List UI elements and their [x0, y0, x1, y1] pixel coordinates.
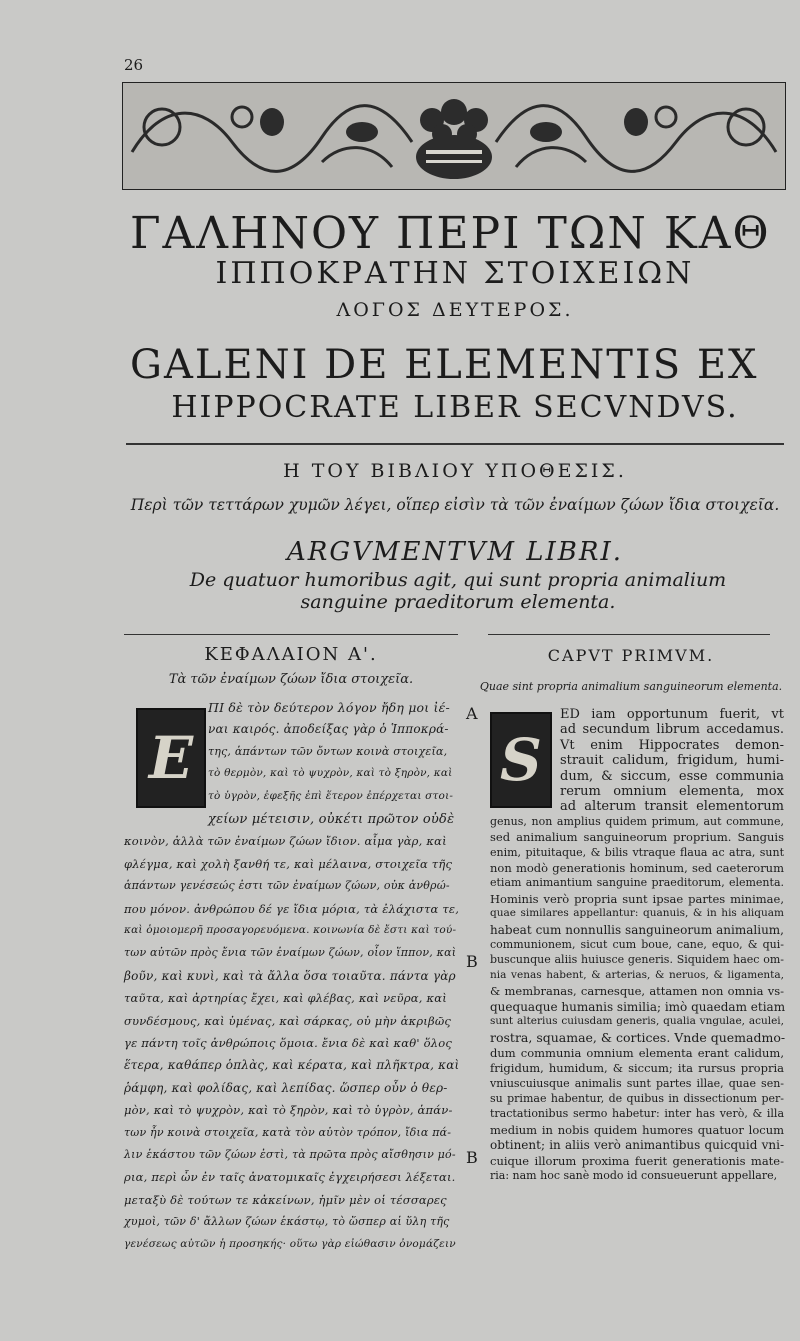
left-text-line: συνδέσμους, καὶ ὑμένας, καὶ σάρκας, οὐ μὴν ἀκριβῶς	[124, 1013, 452, 1028]
right-text-line: Hominis verò propria sunt ipsae partes minimae,	[490, 891, 784, 906]
left-text-line: ἁπάντων γενέσεώς ἐστι τῶν ἐναίμων ζώων, οὐκ ἀνθρώ-	[124, 879, 450, 893]
left-text-line: γε πάντη τοῖς ἀνθρώποις ὅμοια. ἔνια δὲ καὶ καθ' ὅλος	[124, 1036, 452, 1050]
right-text-line: su primae habentur, de quibus in dissectionum per-	[490, 1092, 784, 1105]
left-text-line: χείων μέτεισιν, οὐκέτι πρῶτον οὐδὲ	[208, 812, 455, 827]
argument-greek-text: Περὶ τῶν τεττάρων χυμῶν λέγει, οἵπερ εἰσὶν τὰ τῶν ἐναίμων ζώων ἴδια στοιχεῖα.	[130, 496, 780, 514]
right-text-line: ria: nam hoc sanè modo id consueuerunt appellare,	[490, 1169, 778, 1182]
left-text-line: της, ἁπάντων τῶν ὄντων κοινὰ στοιχεῖα,	[208, 744, 448, 758]
right-column-heading: CAPVT PRIMVM.	[547, 646, 715, 665]
left-text-line: των ἦν κοινὰ στοιχεῖα, κατὰ τὸν αὐτὸν τρόπον, ἴδια πά-	[124, 1125, 452, 1139]
right-text-line: communionem, sicut cum boue, cane, equo, & qui-	[490, 938, 784, 951]
margin-letter-a: A	[466, 704, 478, 723]
left-text-line: καὶ ὁμοιομερῆ προσαγορευόμενα. κοινωνία δὲ ἔστι καὶ τού-	[124, 924, 457, 936]
page-number: 26	[124, 56, 144, 74]
right-text-line: rostra, squamae, & cortices. Vnde quemadmo-	[490, 1030, 786, 1046]
title-latin-line-2: HIPPOCRATE LIBER SECVNDVS.	[171, 390, 739, 425]
left-text-line: χυμοὶ, τῶν δ' ἄλλων ζώων ἑκάστῳ, τὸ ὥσπερ αἱ ὕλη τῆς	[124, 1215, 450, 1229]
left-text-line: βοῦν, καὶ κυνὶ, καὶ τὰ ἄλλα ὅσα τοιαῦτα. πάντα γὰρ	[124, 968, 456, 983]
right-text-line: dum, & siccum, esse communia	[560, 768, 784, 784]
right-text-line: obtinent; in aliis verò animantibus quicquid vni-	[490, 1138, 784, 1153]
left-text-line: ῥάμφη, καὶ φολίδας, καὶ λεπίδας. ὥσπερ οὖν ὁ θερ-	[124, 1080, 448, 1095]
right-text-line: sed animalium sanguineorum proprium. Sanguis	[490, 830, 784, 845]
right-text-line: vniuscuiusque animalis sunt partes illae, quae sen-	[490, 1076, 784, 1090]
right-column-subheading: Quae sint propria animalium sanguineorum elementa.	[479, 680, 783, 693]
left-text-line: λιν ἑκάστου τῶν ζώων ἐστὶ, τὰ πρῶτα πρὸς αἴσθησιν μό-	[124, 1148, 456, 1161]
left-text-line: ναι καιρός. ἀποδείξας γὰρ ὁ Ἱπποκρά-	[208, 722, 449, 737]
right-text-line: medium in nobis quidem humores quatuor locum	[490, 1122, 784, 1137]
left-column-rule	[124, 634, 458, 635]
right-text-line: etiam animantium sanguine praeditorum, elementa.	[490, 876, 784, 890]
right-text-line: dum communia omnium elementa erant calidum,	[490, 1045, 784, 1060]
decorative-headpiece	[122, 82, 786, 190]
right-text-line: Vt enim Hippocrates demon-	[560, 737, 784, 753]
left-text-line: ἕτερα, καθάπερ ὁπλὰς, καὶ κέρατα, καὶ πλῆκτρα, καὶ	[124, 1058, 460, 1073]
right-text-line: genus, non amplius quidem primum, aut commune,	[490, 814, 784, 828]
left-text-line: γενέσεως αὐτῶν ἡ προσηκής· οὕτω γὰρ εἰώθασιν ὀνομάζειν	[124, 1237, 456, 1250]
right-text-line: ED iam opportunum fuerit, vt	[560, 707, 784, 722]
argument-latin-heading: ARGVMENTVM LIBRI.	[286, 537, 623, 567]
right-text-line: sunt alterius cuiusdam generis, qualia vngulae, aculei,	[490, 1015, 784, 1027]
right-text-line: ad alterum transit elementorum	[560, 799, 784, 815]
right-text-line: enim, pituitaque, & bilis vtraque flaua ac atra, sunt	[490, 845, 784, 859]
right-column-rule	[488, 634, 770, 635]
right-text-line: non modò generationis hominum, sed caeterorum	[490, 861, 784, 875]
title-rule	[126, 443, 784, 445]
right-text-line: strauit calidum, frigidum, humi-	[560, 753, 784, 769]
right-text-line: rerum omnium elementa, mox	[560, 784, 784, 799]
left-text-line: κοινὸν, ἀλλὰ τῶν ἐναίμων ζώων ἴδιον. αἷμα γὰρ, καὶ	[124, 834, 447, 849]
argument-latin-text: De quatuor humoribus agit, qui sunt propria animalium sanguine praeditorum elementa.	[189, 569, 727, 613]
left-text-line: ΠΙ δὲ τὸν δεύτερον λόγον ἤδη μοι ἰέ-	[208, 700, 450, 715]
argument-greek-heading: Η ΤΟΥ ΒΙΒΛΙΟΥ ΥΠΟΘΕΣΙΣ.	[283, 460, 627, 482]
left-text-line: ταῦτα, καὶ ἀρτηρίας ἔχει, καὶ φλέβας, καὶ νεῦρα, καὶ	[124, 991, 447, 1006]
right-text-line: frigidum, humidum, & siccum; ita rursus propria	[490, 1061, 784, 1076]
left-text-line: μὸν, καὶ τὸ ψυχρὸν, καὶ τὸ ξηρὸν, καὶ τὸ ὑγρὸν, ἁπάν-	[124, 1103, 453, 1118]
right-text-line: & membranas, carnesque, attamen non omnia vs-	[490, 984, 784, 999]
right-text-line: ad secundum librum accedamus.	[560, 722, 784, 738]
right-text-line: habeat cum nonnullis sanguineorum animalium,	[490, 922, 784, 937]
title-greek-line-2: ΙΠΠΟΚΡΑΤΗΝ ΣΤΟΙΧΕΙΩΝ	[215, 256, 695, 291]
left-text-line: τὸ ὑγρὸν, ἐφεξῆς ἐπὶ ἕτερον ἐπέρχεται στοι-	[208, 789, 454, 802]
left-column-heading: ΚΕΦΑΛΑΙΟΝ Α'.	[204, 644, 378, 665]
right-text-line: quae similares appellantur: quanuis, & in his aliquam	[490, 907, 784, 920]
right-text-line: cuique illorum proxima fuerit generationis mate-	[490, 1153, 784, 1168]
decorated-initial-e: E	[136, 708, 206, 808]
title-greek-line-1: ΓΑΛΗΝΟΥ ΠΕΡΙ ΤΩΝ ΚΑΘ	[130, 208, 771, 259]
left-text-line: τὸ θερμὸν, καὶ τὸ ψυχρὸν, καὶ τὸ ξηρὸν, καὶ	[208, 767, 453, 780]
right-text-line: buscunque aliis huiusce generis. Siquidem haec om-	[490, 953, 784, 967]
margin-letter-b-2: B	[466, 1148, 478, 1167]
left-column-subheading: Τὰ τῶν ἐναίμων ζώων ἴδια στοιχεῖα.	[168, 672, 414, 687]
decorated-initial-s: S	[490, 712, 552, 808]
title-latin-line-1: GALENI DE ELEMENTIS EX	[130, 342, 759, 388]
left-text-line: φλέγμα, καὶ χολὴ ξανθή τε, καὶ μέλαινα, στοιχεῖα τῆς	[124, 856, 453, 871]
right-text-line: nia venas habent, & arterias, & neruos, & ligamenta,	[490, 968, 784, 981]
right-text-line: quequaque humanis similia; imò quaedam etiam	[490, 999, 786, 1014]
left-text-line: των αὐτῶν πρὸς ἔνια τῶν ἐναίμων ζώων, οἷον ἵππον, καὶ	[124, 946, 457, 960]
left-text-line: που μόνον. ἀνθρώπου δέ γε ἴδια μόρια, τὰ ἐλάχιστα τε,	[124, 901, 460, 916]
title-greek-line-3: ΛΟΓΟΣ ΔΕΥΤΕΡΟΣ.	[336, 299, 574, 321]
right-text-line: tractationibus sermo habetur: inter has verò, & illa	[490, 1107, 784, 1121]
left-text-line: μεταξὺ δὲ τούτων τε κἀκείνων, ἡμῖν μὲν οἱ τέσσαρες	[124, 1192, 447, 1207]
left-text-line: ρια, περὶ ὧν ἐν ταῖς ἀνατομικαῖς ἐγχειρήσεσι λέξεται.	[124, 1170, 456, 1185]
margin-letter-b-1: B	[466, 952, 478, 971]
